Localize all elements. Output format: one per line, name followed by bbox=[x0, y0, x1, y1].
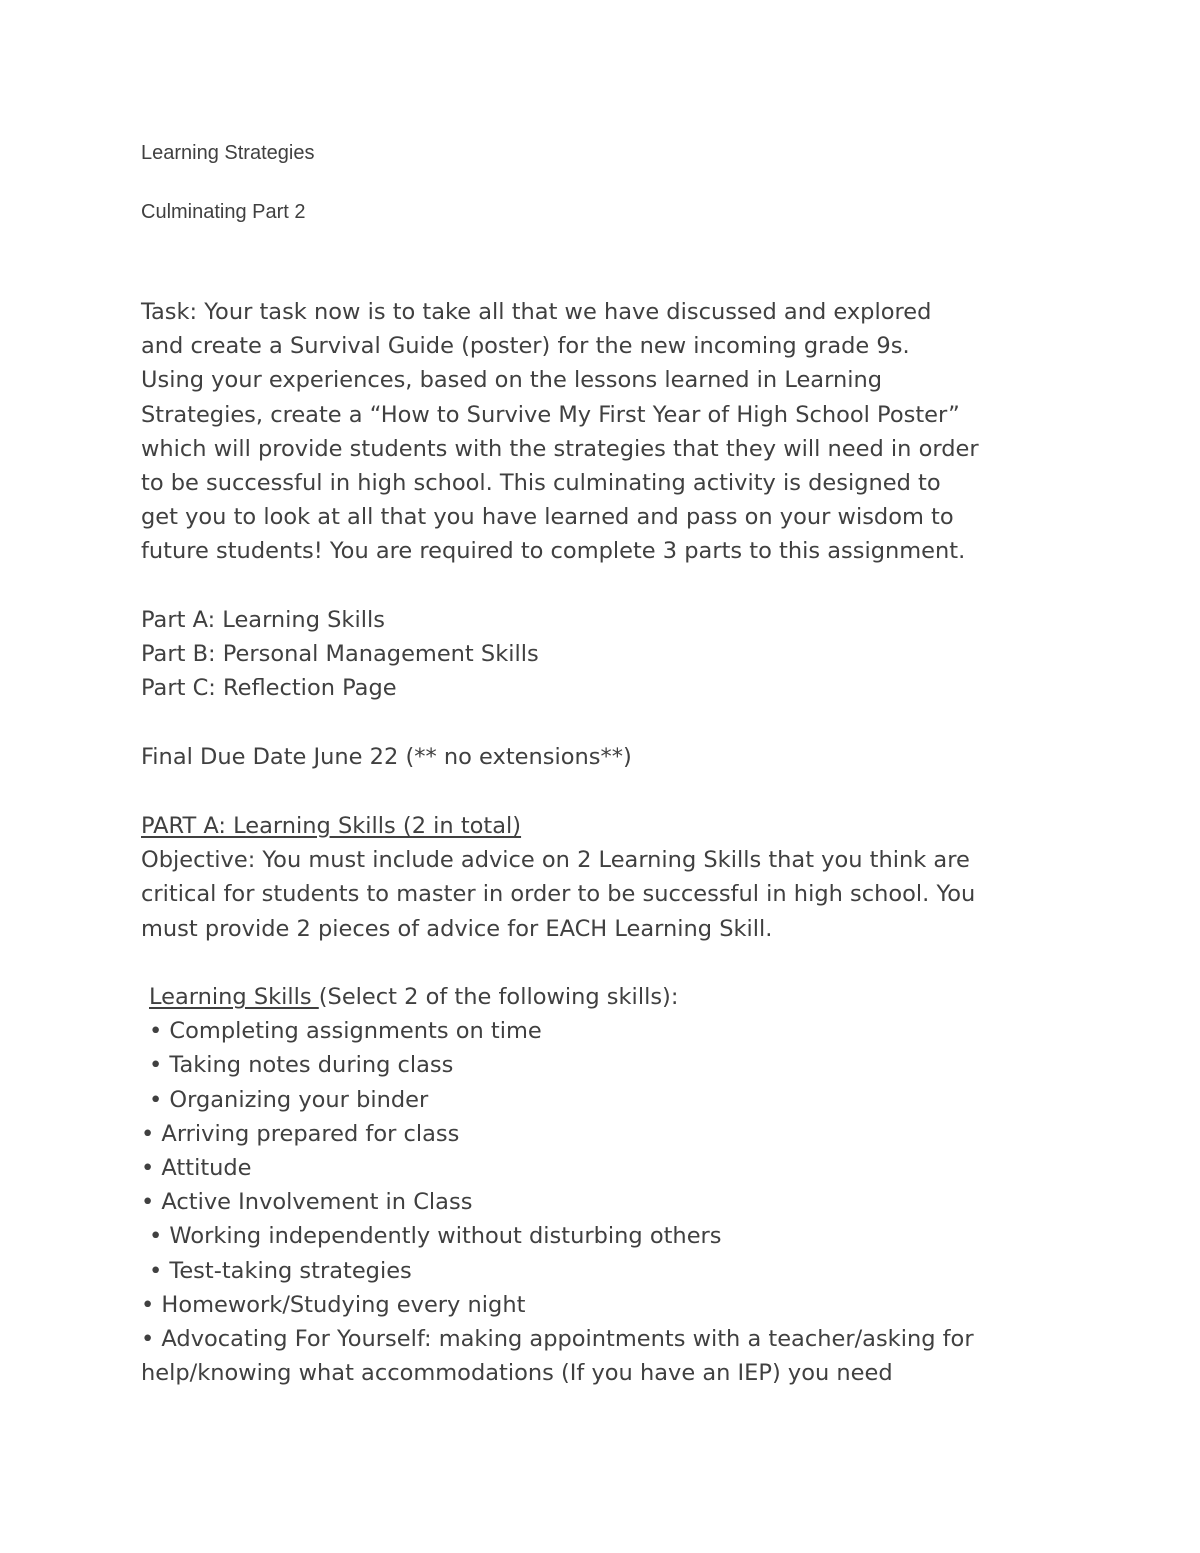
skills-intro bbox=[141, 980, 1141, 1014]
task-line: Strategies, create a “How to Survive My First Year of High School Poster” bbox=[141, 401, 960, 428]
task-paragraph bbox=[141, 295, 1141, 569]
task-line: Using your experiences, based on the lessons learned in Learning bbox=[141, 367, 882, 394]
task-line: Task: Your task now is to take all that we have discussed and explored bbox=[141, 299, 932, 325]
skill-item: • Advocating For Yourself: making appointments with a teacher/asking for bbox=[141, 1326, 974, 1353]
skills-label: Learning Skills bbox=[149, 984, 319, 1010]
document-subtitle: Culminating Part 2 bbox=[141, 201, 306, 223]
objective-line: critical for students to master in order to be successful in high school. You bbox=[141, 881, 976, 908]
task-line: and create a Survival Guide (poster) for the new incoming grade 9s. bbox=[141, 333, 910, 360]
course-title: Learning Strategies bbox=[141, 142, 315, 164]
skill-item: • Active Involvement in Class bbox=[141, 1189, 473, 1216]
task-line: which will provide students with the strategies that they will need in order bbox=[141, 435, 979, 462]
task-line: to be successful in high school. This culminating activity is designed to bbox=[141, 470, 941, 497]
skill-item: • Taking notes during class bbox=[149, 1052, 454, 1079]
skill-item: • Test-taking strategies bbox=[149, 1257, 412, 1284]
skill-item: • Organizing your binder bbox=[149, 1086, 429, 1113]
part-a-section bbox=[141, 809, 1141, 946]
skill-item: • Arriving prepared for class bbox=[141, 1120, 460, 1147]
skill-item: • Attitude bbox=[141, 1155, 252, 1182]
part-item: Part C: Reflection Page bbox=[141, 675, 397, 702]
objective-line: Objective: You must include advice on 2 Learning Skills that you think are bbox=[141, 847, 970, 874]
part-item: Part B: Personal Management Skills bbox=[141, 641, 539, 668]
task-line: future students! You are required to complete 3 parts to this assignment. bbox=[141, 538, 966, 565]
due-date: Final Due Date June 22 (** no extensions**) bbox=[141, 744, 632, 770]
skill-item: • Working independently without disturbing others bbox=[149, 1223, 722, 1250]
skill-item: • Completing assignments on time bbox=[149, 1018, 542, 1045]
skills-instruction: (Select 2 of the following skills): bbox=[318, 984, 679, 1010]
skill-item-continued: help/knowing what accommodations (If you have an IEP) you need bbox=[141, 1360, 893, 1387]
skill-item: • Homework/Studying every night bbox=[141, 1291, 526, 1318]
part-item: Part A: Learning Skills bbox=[141, 607, 385, 633]
part-a-heading: PART A: Learning Skills (2 in total) bbox=[141, 813, 522, 839]
objective-line: must provide 2 pieces of advice for EACH Learning Skill. bbox=[141, 915, 773, 942]
task-line: get you to look at all that you have learned and pass on your wisdom to bbox=[141, 504, 954, 531]
skills-section bbox=[141, 980, 1141, 1390]
parts-list bbox=[141, 603, 1141, 706]
